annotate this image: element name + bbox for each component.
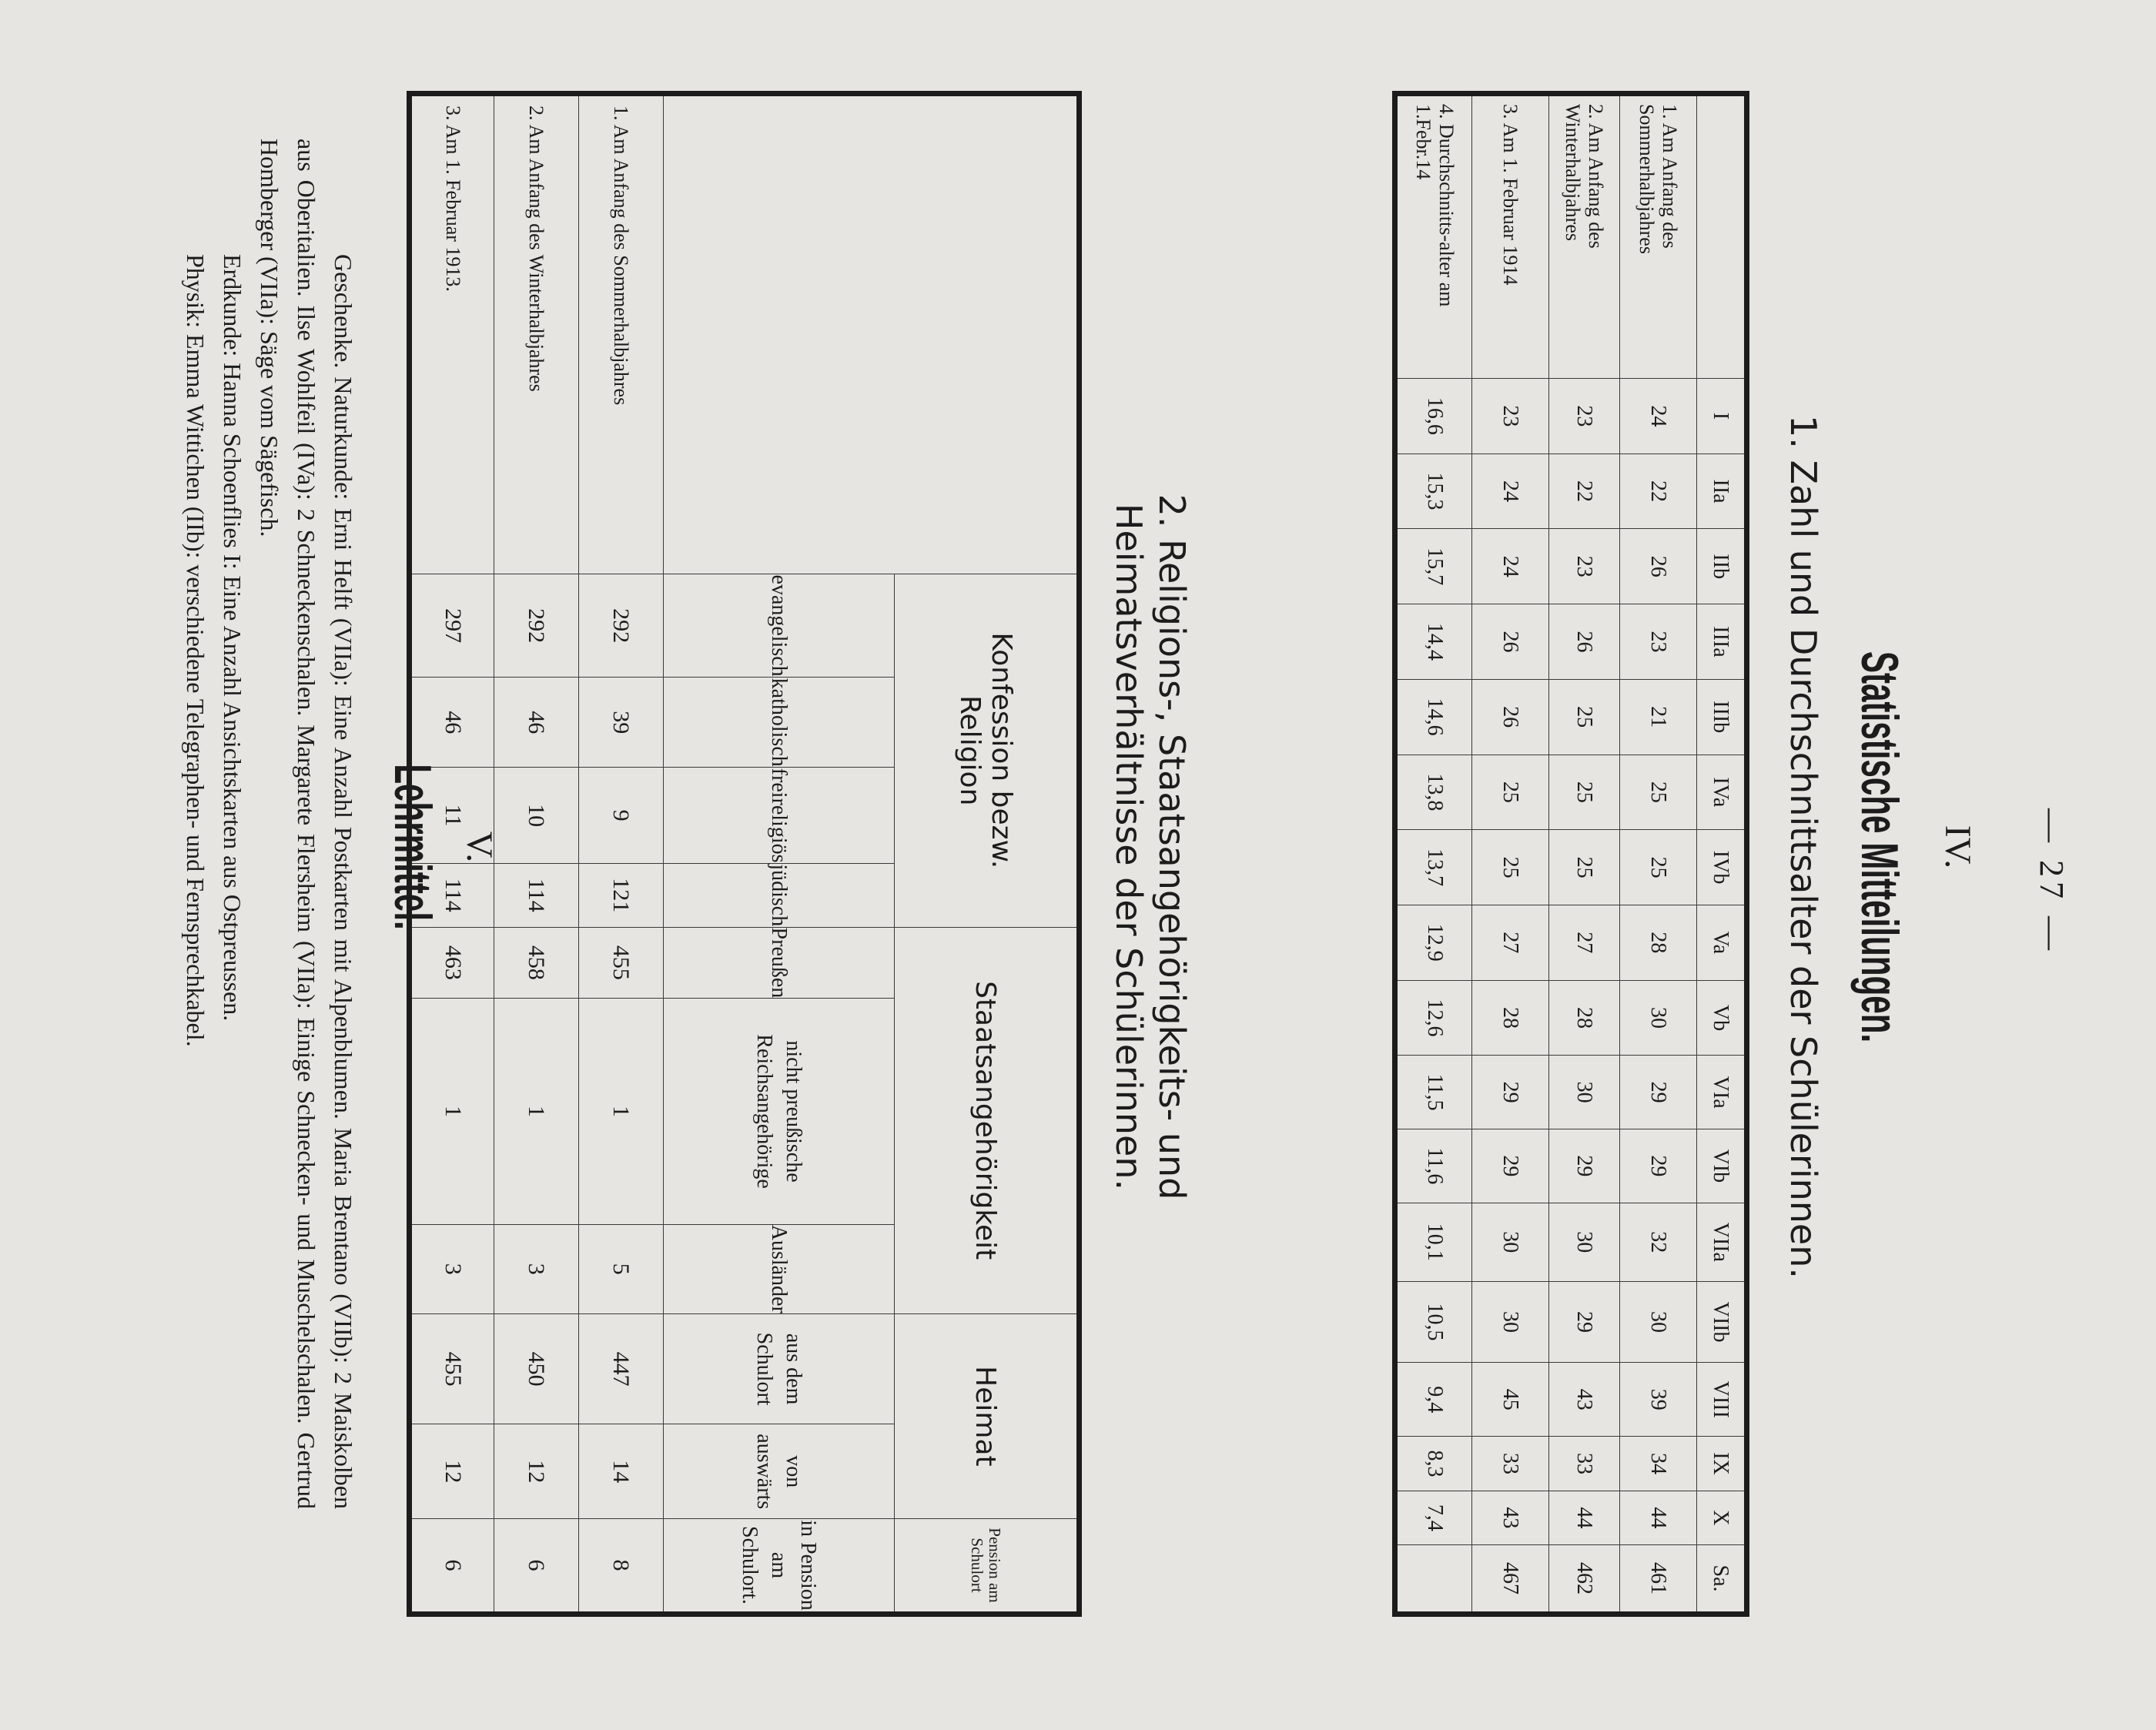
citizenship-group-header: Staatsangehörigkeit xyxy=(895,927,1080,1313)
table1-column-header: IIIb xyxy=(1697,679,1747,755)
teaching-materials-text xyxy=(177,139,362,1509)
table1-cell: 25 xyxy=(1549,755,1620,830)
physics-paragraph: Physik: Emma Wittichen (IIb): verschiedene Telegraphen- und Fernsprechkabel. xyxy=(182,254,209,1047)
table1-cell: 30 xyxy=(1549,1203,1620,1281)
table1-cell: 7,4 xyxy=(1395,1491,1472,1544)
table1-cell: 23 xyxy=(1549,379,1620,454)
table2-cell: 3 xyxy=(494,1224,579,1313)
table1-cell: 462 xyxy=(1549,1545,1620,1615)
table1-column-header: IVb xyxy=(1697,830,1747,905)
table2-group-row xyxy=(895,94,1080,1615)
table1-corner-cell xyxy=(1697,94,1747,379)
table1-cell: 25 xyxy=(1472,755,1549,830)
table2-cell: 458 xyxy=(494,927,579,999)
table2-cell: 8 xyxy=(579,1519,664,1615)
table2-cell: 6 xyxy=(494,1519,579,1615)
table2-cell: 292 xyxy=(579,574,664,678)
table1-column-header: IIb xyxy=(1697,529,1747,604)
geography-paragraph: Erdkunde: Hanna Schoenflies I: Eine Anzahl Ansichtskarten aus Ostpreussen. xyxy=(219,254,246,1022)
table2-cell: 14 xyxy=(579,1424,664,1519)
table1-cell: 12,6 xyxy=(1395,980,1472,1056)
table2-cell: 292 xyxy=(494,574,579,678)
table1-cell: 24 xyxy=(1472,529,1549,604)
table1-cell: 23 xyxy=(1472,379,1549,454)
table1-column-header: IIa xyxy=(1697,453,1747,529)
table2-column-header: evangelisch xyxy=(664,574,895,678)
table1-column-header: VIIa xyxy=(1697,1203,1747,1281)
table1-row-label: 3. Am 1. Februar 1914 xyxy=(1472,94,1549,379)
table1-cell: 25 xyxy=(1472,830,1549,905)
table1-column-header: IVa xyxy=(1697,755,1747,830)
table2-column-header: freireligiös xyxy=(664,768,895,864)
table2-cell: 39 xyxy=(579,678,664,768)
table2-cell: 6 xyxy=(410,1519,494,1615)
table1-cell: 25 xyxy=(1620,755,1697,830)
table2-row-label: 1. Am Anfang des Sommerhalbjahres xyxy=(579,94,664,574)
table1-column-header: IX xyxy=(1697,1437,1747,1491)
table1-column-header: I xyxy=(1697,379,1747,454)
table1-cell: 26 xyxy=(1620,529,1697,604)
table1-cell: 30 xyxy=(1549,1056,1620,1129)
table1-cell: 29 xyxy=(1472,1056,1549,1129)
table2-row xyxy=(579,94,664,1615)
table2-title: 2. Religions-, Staatsangehörigkeits- und Heimatsverhältnisse der Schülerinnen. xyxy=(1108,494,1193,1200)
table2-cell: 5 xyxy=(579,1224,664,1313)
table2-row-label: 2. Am Anfang des Winterhalbjahres xyxy=(494,94,579,574)
table1-cell: 43 xyxy=(1549,1363,1620,1437)
table2-cell: 1 xyxy=(494,999,579,1224)
table2-cell: 297 xyxy=(410,574,494,678)
pension-group-header: Pension am Schulort xyxy=(895,1519,1080,1615)
table1-cell: 29 xyxy=(1472,1129,1549,1203)
table2-cell: 455 xyxy=(579,927,664,999)
table1-column-header: VIa xyxy=(1697,1056,1747,1129)
table2-cell: 1 xyxy=(579,999,664,1224)
table1-column-header: VIII xyxy=(1697,1363,1747,1437)
table1-cell: 15,3 xyxy=(1395,453,1472,529)
table1-cell: 43 xyxy=(1472,1491,1549,1544)
table2-column-header: jüdisch xyxy=(664,864,895,928)
table2-cell: 46 xyxy=(494,678,579,768)
table1-cell: 34 xyxy=(1620,1437,1697,1491)
table1-cell: 26 xyxy=(1549,604,1620,680)
table1-cell: 29 xyxy=(1620,1056,1697,1129)
table2-cell: 455 xyxy=(410,1313,494,1424)
table1-cell: 15,7 xyxy=(1395,529,1472,604)
table1-cell: 33 xyxy=(1472,1437,1549,1491)
table1-cell: 14,6 xyxy=(1395,679,1472,755)
table1-cell: 23 xyxy=(1620,604,1697,680)
table1-cell: 23 xyxy=(1549,529,1620,604)
table2-cell: 10 xyxy=(494,768,579,864)
table1-cell: 39 xyxy=(1620,1363,1697,1437)
table1-cell: 26 xyxy=(1472,679,1549,755)
table1-cell: 29 xyxy=(1620,1129,1697,1203)
table2-cell: 46 xyxy=(410,678,494,768)
religion-group-header: Konfession bezw. Religion xyxy=(895,574,1080,928)
section-v-number: V. xyxy=(459,831,500,863)
table1-cell: 24 xyxy=(1472,453,1549,529)
table1-column-header: VIIb xyxy=(1697,1281,1747,1362)
gifts-paragraph: Geschenke. Naturkunde: Erni Helft (VIIa): Eine Anzahl Postkarten mit Alpenblumen. Maria Brentano (VIIb): 2 Maiskolben aus Oberitalien. Ilse Wohlfeil (IVa): 2 Schneckenschalen. Margarete Flersheim (VIIa): Einige Schnecken- und Muschelschalen. Gertrud Homberger (VIIa): Säge vom Sägefisch. xyxy=(256,139,357,1509)
table1-body xyxy=(1395,94,1697,1615)
table2-column-header: in Pension am Schulort. xyxy=(664,1519,895,1615)
table1-cell: 28 xyxy=(1549,980,1620,1056)
section-v-title: Lehrmittel. xyxy=(383,764,442,930)
table2-column-header: Ausländer xyxy=(664,1224,895,1313)
table1-cell: 21 xyxy=(1620,679,1697,755)
table1-cell: 10,5 xyxy=(1395,1281,1472,1362)
table1-cell: 461 xyxy=(1620,1545,1697,1615)
home-group-header: Heimat xyxy=(895,1313,1080,1518)
table2-cell: 12 xyxy=(410,1424,494,1519)
table1-row xyxy=(1395,94,1472,1615)
table1-row-label: 1. Am Anfang des Sommerhalbjahres xyxy=(1620,94,1697,379)
age-statistics-table xyxy=(1392,91,1749,1617)
table1-cell: 30 xyxy=(1472,1203,1549,1281)
table1-row-label: 4. Durchschnitts-alter am 1.Febr.14 xyxy=(1395,94,1472,379)
table1-cell: 14,4 xyxy=(1395,604,1472,680)
table2-cell: 121 xyxy=(579,864,664,928)
table1-cell xyxy=(1395,1545,1472,1615)
table2-column-header: von auswärts xyxy=(664,1424,895,1519)
table1-column-header: X xyxy=(1697,1491,1747,1544)
table1-cell: 16,6 xyxy=(1395,379,1472,454)
table2-row-label: 3. Am 1. Februar 1913. xyxy=(410,94,494,574)
table1-cell: 13,7 xyxy=(1395,830,1472,905)
table2-column-header: Preußen xyxy=(664,927,895,999)
table1-row xyxy=(1472,94,1549,1615)
table1-title: 1. Zahl und Durchschnittsalter der Schülerinnen. xyxy=(1783,414,1824,1280)
table2-cell: 3 xyxy=(410,1224,494,1313)
page-number: — 27 — xyxy=(2033,808,2071,955)
table1-cell: 22 xyxy=(1549,453,1620,529)
table1-cell: 11,6 xyxy=(1395,1129,1472,1203)
table2-cell: 1 xyxy=(410,999,494,1224)
table1-cell: 26 xyxy=(1472,604,1549,680)
table1-cell: 9,4 xyxy=(1395,1363,1472,1437)
section-iv-number: IV. xyxy=(1937,825,1978,869)
table1-column-header: Va xyxy=(1697,905,1747,980)
table1-cell: 28 xyxy=(1620,905,1697,980)
table1-cell: 29 xyxy=(1549,1129,1620,1203)
table1-column-header: VIb xyxy=(1697,1129,1747,1203)
table1-cell: 24 xyxy=(1620,379,1697,454)
table1-cell: 44 xyxy=(1620,1491,1697,1544)
table2-corner-cell xyxy=(664,94,1080,574)
table1-cell: 22 xyxy=(1620,453,1697,529)
table1-cell: 11,5 xyxy=(1395,1056,1472,1129)
table1-cell: 29 xyxy=(1549,1281,1620,1362)
table1-cell: 12,9 xyxy=(1395,905,1472,980)
table1-cell: 27 xyxy=(1472,905,1549,980)
table1-cell: 8,3 xyxy=(1395,1437,1472,1491)
table2-cell: 11 xyxy=(410,768,494,864)
table2-column-header: katholisch xyxy=(664,678,895,768)
table1-cell: 10,1 xyxy=(1395,1203,1472,1281)
table1-row xyxy=(1549,94,1620,1615)
table1-cell: 30 xyxy=(1620,1281,1697,1362)
table2-cell: 463 xyxy=(410,927,494,999)
table2-column-header: nicht preußische Reichsangehörige xyxy=(664,999,895,1224)
table1-cell: 28 xyxy=(1472,980,1549,1056)
table2-column-header: aus dem Schulort xyxy=(664,1313,895,1424)
table1-cell: 25 xyxy=(1549,679,1620,755)
table2-cell: 450 xyxy=(494,1313,579,1424)
table1-column-header: IIIa xyxy=(1697,604,1747,680)
table2-cell: 9 xyxy=(579,768,664,864)
table1-cell: 44 xyxy=(1549,1491,1620,1544)
table2-cell: 114 xyxy=(410,864,494,928)
table1-cell: 13,8 xyxy=(1395,755,1472,830)
table1-cell: 27 xyxy=(1549,905,1620,980)
table2-row xyxy=(494,94,579,1615)
table1-cell: 33 xyxy=(1549,1437,1620,1491)
religion-citizenship-table xyxy=(407,91,1082,1617)
table2-cell: 447 xyxy=(579,1313,664,1424)
table2-cell: 12 xyxy=(494,1424,579,1519)
table1-cell: 30 xyxy=(1620,980,1697,1056)
table1-row-label: 2. Am Anfang des Winterhalbjahres xyxy=(1549,94,1620,379)
table1-cell: 25 xyxy=(1549,830,1620,905)
table2-body xyxy=(410,94,664,1615)
table2-cell: 114 xyxy=(494,864,579,928)
table1-cell: 25 xyxy=(1620,830,1697,905)
table1-cell: 30 xyxy=(1472,1281,1549,1362)
table1-cell: 467 xyxy=(1472,1545,1549,1615)
table1-column-header: Vb xyxy=(1697,980,1747,1056)
table1-row xyxy=(1620,94,1697,1615)
table1-cell: 45 xyxy=(1472,1363,1549,1437)
table1-header-row xyxy=(1697,94,1747,1615)
section-iv-title: Statistische Mitteilungen. xyxy=(1850,651,1909,1043)
table1-cell: 32 xyxy=(1620,1203,1697,1281)
table1-column-header: Sa. xyxy=(1697,1545,1747,1615)
